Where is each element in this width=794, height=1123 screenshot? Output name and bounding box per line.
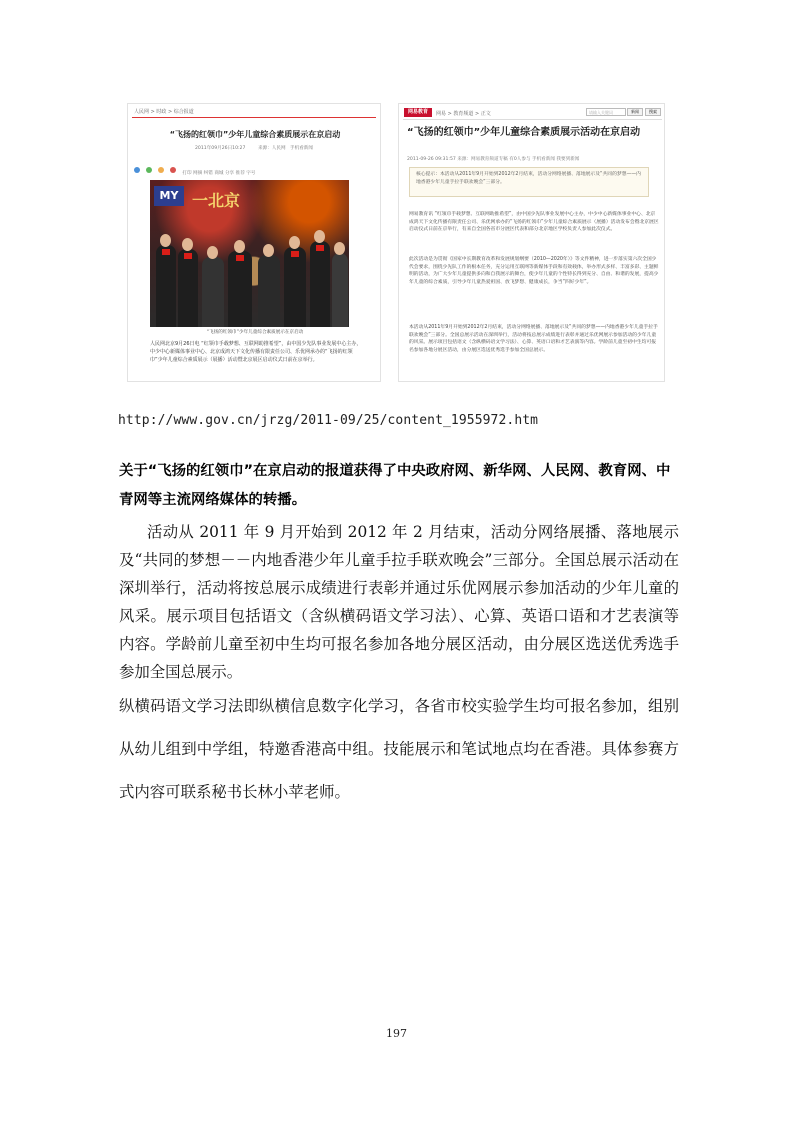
screenshot-netease-edu bbox=[398, 103, 665, 382]
news-select[interactable]: 新闻 bbox=[627, 108, 643, 116]
screenshot-people-daily bbox=[127, 103, 381, 382]
left-breadcrumb: 人民网 > 时政 > 综合报道 bbox=[134, 109, 194, 115]
photo-person bbox=[332, 253, 348, 327]
photo-person bbox=[310, 241, 330, 327]
left-source: 来源：人民网 bbox=[258, 146, 286, 151]
right-paragraph: 此次活动是为贯彻《国家中长期教育改革和发展规划纲要（2010—2020年）》等文件精神，进一步落实第六次全国少代会要求，围绕少先队工作的根本任务，充分运用互联网等新媒体手段和有效载体，举办形式多样、丰富多彩、主题鲜明的活动，为广大少年儿童提供多向和自我展示的舞台，使少年儿童的个性特长得到充分、自由、和谐的发展，提高少年儿童的综合素质，引导少年儿童热爱祖国、放飞梦想、健康成长，争当“四好少年”。 bbox=[409, 257, 659, 285]
source-url: http://www.gov.cn/jrzg/2011-09/25/content_1955972.htm bbox=[118, 413, 539, 428]
news-photo bbox=[150, 180, 349, 327]
core-summary-box: 核心提示：本活动从2011年9月开始到2012年2月结束，活动分网络展播、落地展示及“共同的梦想——内地香港少年儿童手拉手联欢晚会”三部分。 bbox=[409, 167, 649, 197]
right-paragraph: 网易教育讯 “红领巾手载梦想、互联网助推希望”，由中国少先队事业发展中心主办，中少中心新媒体事业中心、北京成鸿天下文化传播有限责任公司、乐优网承办的“飞扬的红领巾”少年儿童综合素质展示（展播）活动发布会暨北京展区启动仪式日前在京举行，有来自全国各省市分展区代表和部分北京地区学校负责人参加此次仪式。 bbox=[409, 212, 659, 233]
right-paragraph: 本活动从2011年9月开始到2012年2月结束，活动分网络展播、落地展示及“共同的梦想——内地香港少年儿童手拉手联欢晚会”三部分。全国总展示活动在深圳举行，活动将按总展示成绩进行表彰并通过乐优网展示参加活动的少年儿童的风采。展示项目包括语文（含纵横码语文学习法）、心算、英语口语和才艺表演等内容。学龄前儿童至初中生均可报名参加各地分展区活动，由分展区选送优秀选手参加全国总展示。 bbox=[409, 325, 658, 353]
search-input[interactable]: 请输入关键词 bbox=[586, 108, 626, 116]
right-meta: 2011-09-26 09:31:57 来源：网易教育频道专稿 有0人参与 手机看新闻 我要到新闻 bbox=[407, 157, 580, 162]
photo-person bbox=[156, 245, 176, 327]
left-article-title: “飞扬的红领巾”少年儿童综合素质展示在京启动 bbox=[169, 130, 341, 139]
left-toolbar bbox=[134, 159, 376, 176]
photo-person bbox=[202, 257, 224, 327]
left-mobile-link[interactable]: 手机看新闻 bbox=[290, 146, 313, 151]
right-article-title: “飞扬的红领巾”少年儿童综合素质展示活动在京启动 bbox=[407, 127, 641, 138]
method-paragraph: 纵横码语文学习法即纵横信息数字化学习，各省市校实验学生均可报名参加，组别从幼儿组到中学组，特邀香港高中组。技能展示和笔试地点均在香港。具体参赛方式内容可联系秘书长林小苹老师。 bbox=[119, 697, 679, 801]
page-number: 197 bbox=[386, 1027, 407, 1040]
left-date: 2011年09月26日10:27 bbox=[195, 146, 246, 151]
photo-logo: MY bbox=[154, 186, 184, 206]
photo-caption: “飞扬的红领巾”少年儿童综合素质展示在京启动 bbox=[206, 330, 304, 335]
bookmark-icon[interactable] bbox=[146, 167, 152, 173]
photo-person bbox=[284, 247, 306, 327]
photo-person bbox=[258, 255, 280, 327]
photo-banner-text: 一北京 bbox=[192, 191, 241, 210]
left-article-body: 人民网北京9月26日电 “红领巾手载梦想、互联网助推希望”，由中国少先队事业发展中心主办，中少中心新媒体事业中心、北京成鸿天下文化传播有限责任公司、乐优网承办的“飞扬的红领巾”少年儿童综合素质展示（展播）活动暨北京展区启动仪式日前在京举行。 bbox=[150, 341, 362, 364]
right-divider bbox=[403, 119, 662, 120]
right-breadcrumb: 网易 > 教育频道 > 正文 bbox=[436, 111, 491, 117]
left-divider bbox=[132, 117, 376, 118]
left-toolbar-labels: 打印 网摘 纠错 商城 分享 推荐 字号 bbox=[182, 171, 256, 176]
print-icon[interactable] bbox=[134, 167, 140, 173]
activity-paragraph: 活动从 2011 年 9 月开始到 2012 年 2 月结束，活动分网络展播、落地展示及“共同的梦想－－内地香港少年儿童手拉手联欢晚会”三部分。全国总展示活动在深圳举行，活动将按总展示成绩进行表彰并通过乐优网展示参加活动的少年儿童的风采。展示项目包括语文（含纵横码语文学习法）、心算、英语口语和才艺表演等内容。学龄前儿童至初中生均可报名参加各地分展区活动，由分展区选送优秀选手参加全国总展示。 bbox=[119, 523, 679, 681]
photo-person bbox=[178, 249, 198, 327]
netease-logo: 网易教育 bbox=[404, 108, 432, 117]
error-report-icon[interactable] bbox=[158, 167, 164, 173]
section-heading: 关于“飞扬的红领巾”在京启动的报道获得了中央政府网、新华网、人民网、教育网、中青网等主流网络媒体的转播。 bbox=[119, 463, 671, 508]
search-button[interactable]: 搜索 bbox=[645, 108, 661, 116]
share-icon[interactable] bbox=[170, 167, 176, 173]
photo-person bbox=[228, 251, 252, 327]
